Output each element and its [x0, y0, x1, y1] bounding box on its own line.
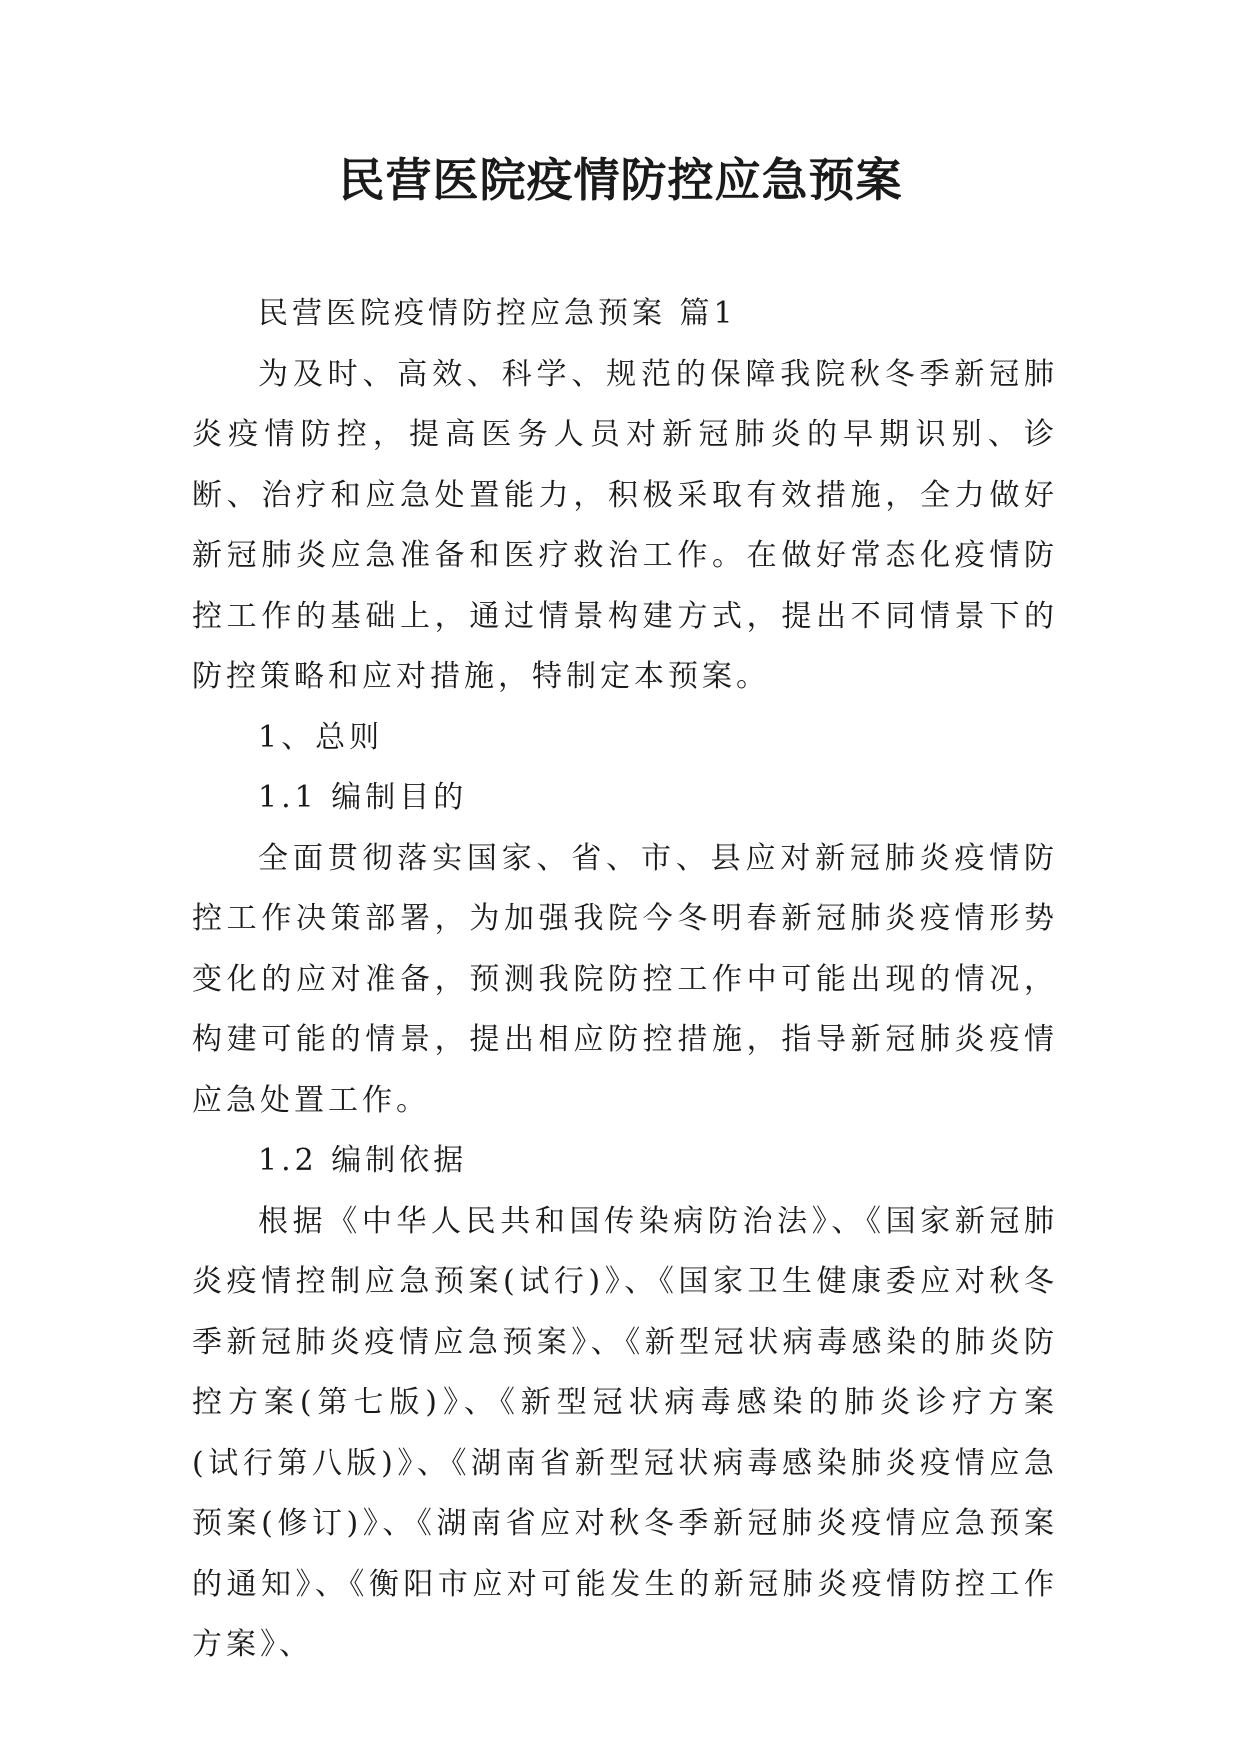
body-paragraph: 全面贯彻落实国家、省、市、县应对新冠肺炎疫情防控工作决策部署，为加强我院今冬明春新冠肺炎疫情形势变化的应对准备，预测我院防控工作中可能出现的情况，构建可能的情景，提出相应防控措施，指导新冠肺炎疫情应急处置工作。	[192, 840, 1058, 1118]
section-heading: 民营医院疫情防控应急预案 篇1	[258, 296, 737, 331]
body-paragraph: 根据《中华人民共和国传染病防治法》、《国家新冠肺炎疫情控制应急预案(试行)》、《国家卫生健康委应对秋冬季新冠肺炎疫情应急预案》、《新型冠状病毒感染的肺炎防控方案(第七版)》、《新型冠状病毒感染的肺炎诊疗方案(试行第八版)》、《湖南省新型冠状病毒感染肺炎疫情应急预案(修订)》、《湖南省应对秋冬季新冠肺炎疫情应急预案的通知》、《衡阳市应对可能发生的新冠肺炎疫情防控工作方案》、	[192, 1203, 1058, 1662]
document-body	[192, 284, 1058, 1676]
subsection-heading: 1.1 编制目的	[258, 780, 468, 815]
subsection-heading: 1.2 编制依据	[258, 1143, 468, 1178]
document-title: 民营医院疫情防控应急预案	[338, 153, 903, 207]
body-paragraph: 为及时、高效、科学、规范的保障我院秋冬季新冠肺炎疫情防控，提高医务人员对新冠肺炎的早期识别、诊断、治疗和应急处置能力，积极采取有效措施，全力做好新冠肺炎应急准备和医疗救治工作。在做好常态化疫情防控工作的基础上，通过情景构建方式，提出不同情景下的防控策略和应对措施，特制定本预案。	[192, 356, 1058, 694]
section-heading: 1、总则	[258, 719, 384, 755]
